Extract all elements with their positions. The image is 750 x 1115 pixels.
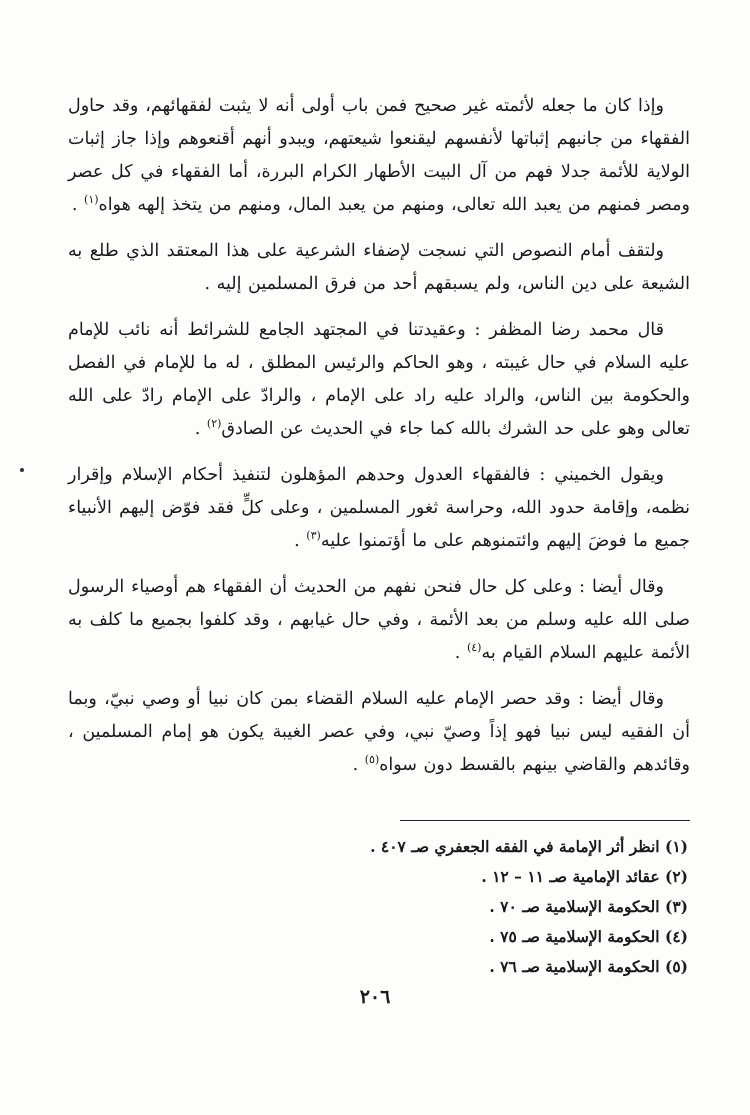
page-number: ٢٠٦ bbox=[359, 986, 391, 1008]
paragraph-1-text: وإذا كان ما جعله لأئمته غير صحيح فمن باب أولى أنه لا يثبت لفقهائهم، وقد حاول الفقهاء من جانبهم إثباتها لأنفسهم ليقنعوا شيعتهم، ويبدو أنهم أقنعوهم وإذا جاز إثبات الولاية للأئمة جدلا فهم من آل البيت الأطهار الكرام البررة، أما الفقهاء في كل عصر ومصر فمنهم من يعبد الله تعالى، ومنهم من يعبد المال، ومنهم من يتخذ إلهه هواه bbox=[68, 96, 690, 215]
paragraph-3-end: . bbox=[194, 419, 201, 439]
scan-speck bbox=[20, 468, 24, 472]
paragraph-5-end: . bbox=[454, 643, 461, 663]
paragraph-6-text: وقال أيضا : وقد حصر الإمام عليه السلام القضاء بمن كان نبيا أو وصي نبيّ، وبما أن الفقيه ليس نبيا فهو إذاً وصيّ نبي، وفي عصر الغيبة يكون هو إمام المسلمين ، وقائدهم والقاضي بينهم بالقسط دون سواه bbox=[68, 689, 690, 775]
paragraph-4-end: . bbox=[294, 531, 300, 551]
paragraph-4-text: ويقول الخميني : فالفقهاء العدول وحدهم المؤهلون لتنفيذ أحكام الإسلام وإقرار نظمه، وإقامة حدود الله، وحراسة ثغور المسلمين ، وعلى كلٍّ فقد فوّض إليهم الأنبياء جميع ما فوضَ إليهم وائتمنوهم على ما أؤتمنوا عليه bbox=[68, 465, 690, 551]
footnote-2: (٢) عقائد الإمامية صـ ١١ – ١٢ . bbox=[481, 867, 688, 886]
footnote-divider bbox=[400, 820, 690, 821]
footnote-4: (٤) الحكومة الإسلامية صـ ٧٥ . bbox=[489, 927, 688, 946]
paragraph-1-end: . bbox=[71, 195, 78, 215]
paragraph-6-end: . bbox=[352, 755, 359, 775]
paragraph-5 bbox=[68, 571, 690, 670]
footnote-ref-2[interactable]: (٢) bbox=[206, 417, 222, 431]
main-text bbox=[68, 90, 690, 795]
footnote-ref-3[interactable]: (٣) bbox=[306, 529, 321, 543]
paragraph-5-text: وقال أيضا : وعلى كل حال فنحن نفهم من الحديث أن الفقهاء هم أوصياء الرسول صلى الله عليه وسلم من بعد الأئمة ، وفي حال غيابهم ، وقد كلفوا بجميع ما كلف به الأئمة عليهم السلام القيام به bbox=[68, 577, 690, 663]
paragraph-2 bbox=[68, 235, 690, 301]
footnotes-list bbox=[268, 832, 688, 982]
footnote-3: (٣) الحكومة الإسلامية صـ ٧٠ . bbox=[489, 897, 688, 916]
paragraph-3 bbox=[68, 314, 690, 446]
paragraph-4 bbox=[68, 459, 690, 558]
footnote-5: (٥) الحكومة الإسلامية صـ ٧٦ . bbox=[489, 957, 688, 976]
footnote-ref-5[interactable]: (٥) bbox=[364, 753, 380, 767]
footnote-ref-4[interactable]: (٤) bbox=[466, 641, 482, 655]
paragraph-1 bbox=[68, 90, 690, 222]
paragraph-6 bbox=[68, 683, 690, 782]
footnote-1: (١) انظر أثر الإمامة في الفقه الجعفري صـ ٤٠٧ . bbox=[370, 837, 688, 856]
paragraph-3-text: قال محمد رضا المظفر : وعقيدتنا في المجتهد الجامع للشرائط أنه نائب للإمام عليه السلام في حال غيبته ، وهو الحاكم والرئيس المطلق ، له ما للإمام في الفصل والحكومة بين الناس، والراد عليه راد على الإمام ، والرادّ على الإمام رادّ على الله تعالى وهو على حد الشرك بالله كما جاء في الحديث عن الصادق bbox=[68, 320, 690, 439]
paragraph-2-text: ولتقف أمام النصوص التي نسجت لإضفاء الشرعية على هذا المعتقد الذي طلع به الشيعة على دين الناس، ولم يسبقهم أحد من فرق المسلمين إليه . bbox=[68, 241, 690, 294]
footnote-ref-1[interactable]: (١) bbox=[84, 193, 99, 207]
